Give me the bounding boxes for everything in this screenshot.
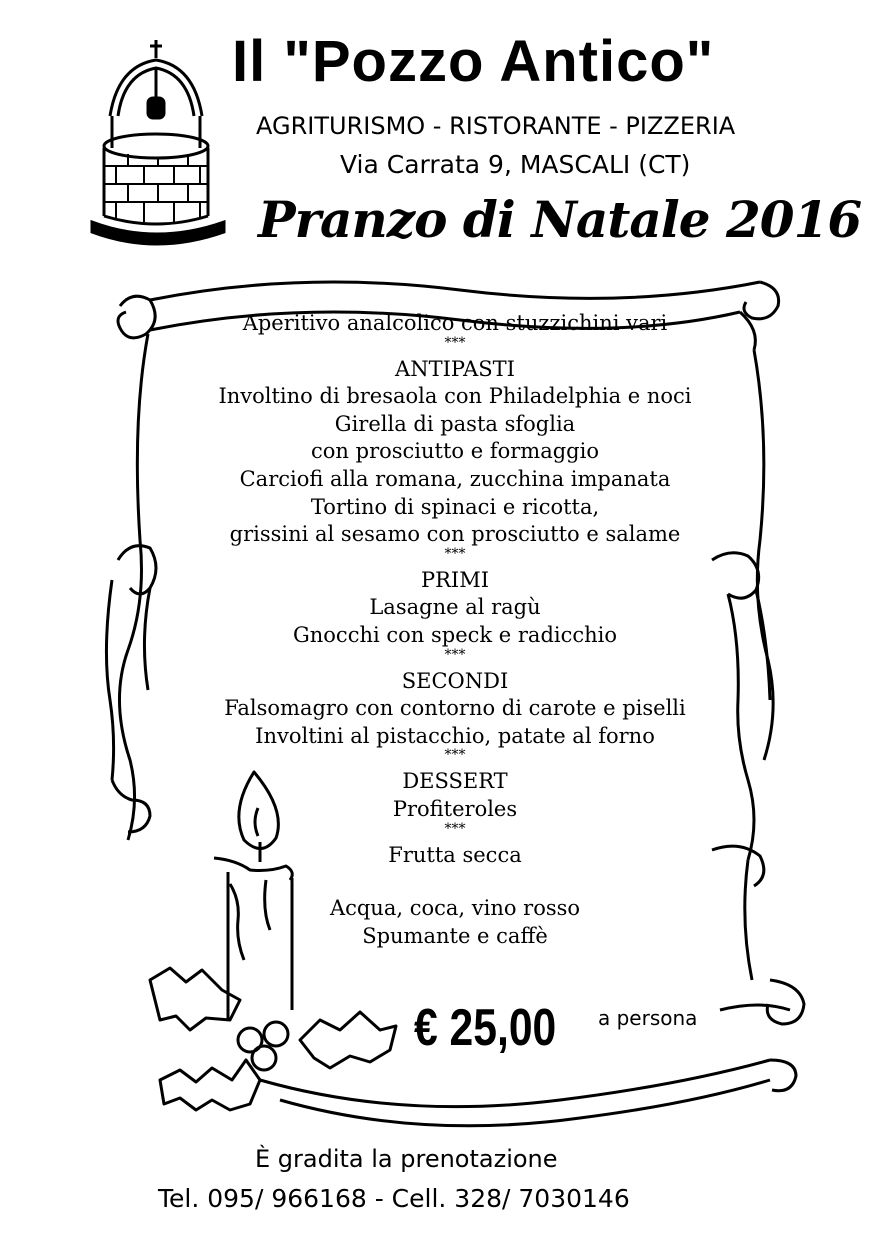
well-illustration <box>88 36 228 246</box>
event-title: Pranzo di Natale 2016 <box>258 190 862 249</box>
antipasti-item: Carciofi alla romana, zucchina impanata <box>239 466 671 491</box>
aperitivo-item: Aperitivo analcolico con stuzzichini vari <box>242 311 668 335</box>
spacer <box>150 869 760 895</box>
drinks-item: Acqua, coca, vino rosso <box>329 896 581 921</box>
primi-item: Gnocchi con speck e radicchio <box>292 622 618 647</box>
antipasti-item: Girella di pasta sfoglia <box>334 411 576 436</box>
separator: *** <box>444 545 466 562</box>
antipasti-item: Involtino di bresaola con Philadelphia e noci <box>218 384 692 409</box>
separator: *** <box>444 747 466 764</box>
primi-heading: PRIMI <box>420 567 490 592</box>
restaurant-name: Il "Pozzo Antico" <box>232 29 715 94</box>
antipasti-item: con prosciutto e formaggio <box>311 439 599 464</box>
price-amount: € 25,00 <box>414 999 557 1057</box>
contact-numbers: Tel. 095/ 966168 - Cell. 328/ 7030146 <box>158 1184 630 1213</box>
separator: *** <box>444 334 466 351</box>
antipasti-item: grissini al sesamo con prosciutto e salame <box>229 522 681 547</box>
primi-item: Lasagne al ragù <box>369 595 541 620</box>
separator: *** <box>444 646 466 663</box>
dessert-heading: DESSERT <box>402 769 508 794</box>
separator: *** <box>444 820 466 837</box>
booking-note: È gradita la prenotazione <box>255 1145 558 1173</box>
dessert-item: Profiteroles <box>392 796 518 821</box>
secondi-heading: SECONDI <box>401 668 509 693</box>
price-unit: a persona <box>598 1006 698 1030</box>
frutta-item: Frutta secca <box>388 842 522 867</box>
antipasti-heading: ANTIPASTI <box>395 356 515 381</box>
menu-list <box>150 310 760 950</box>
restaurant-address: Via Carrata 9, MASCALI (CT) <box>340 150 691 179</box>
secondi-item: Involtini al pistacchio, patate al forno <box>255 723 655 748</box>
restaurant-type: AGRITURISMO - RISTORANTE - PIZZERIA <box>256 112 736 140</box>
secondi-item: Falsomagro con contorno di carote e piselli <box>224 696 686 721</box>
antipasti-item: Tortino di spinaci e ricotta, <box>310 494 600 519</box>
drinks-item: Spumante e caffè <box>362 923 548 948</box>
